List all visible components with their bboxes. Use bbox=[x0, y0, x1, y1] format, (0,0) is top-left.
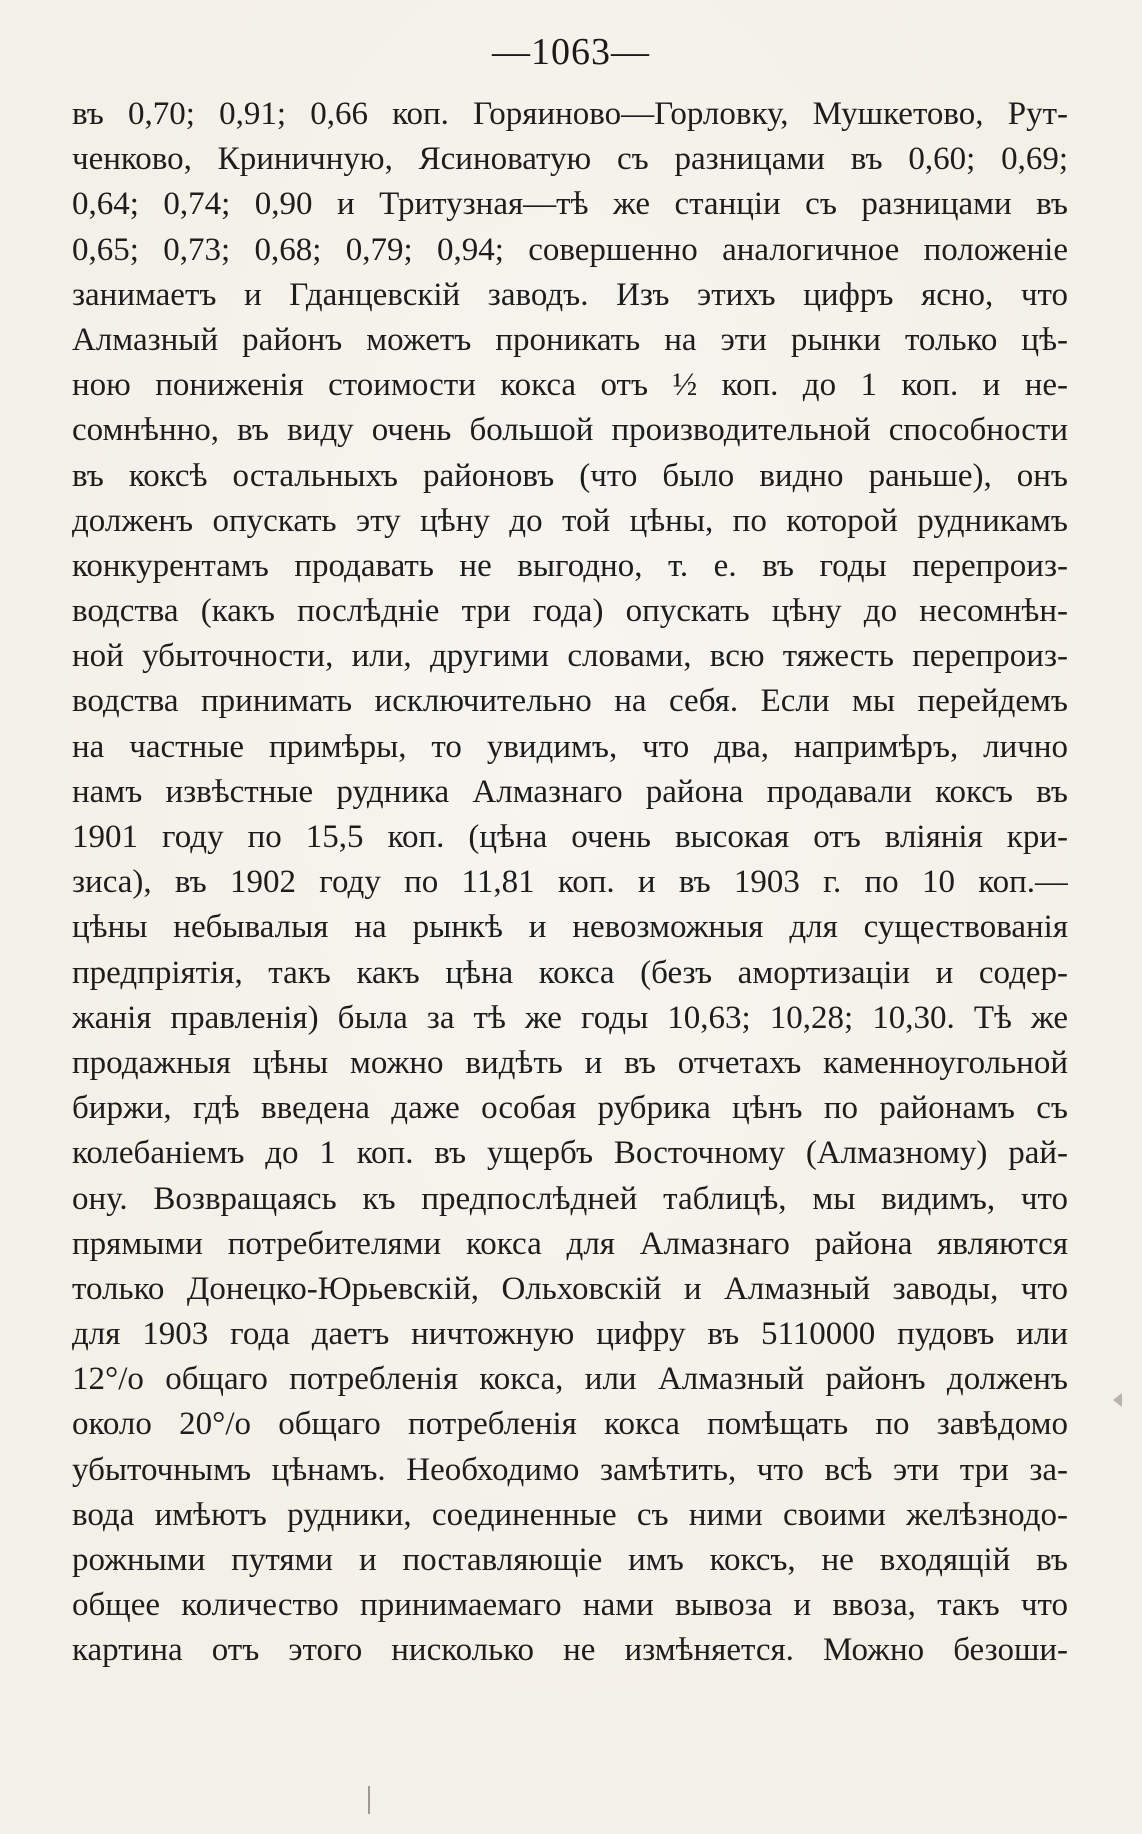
text-line: 0,65; 0,73; 0,68; 0,79; 0,94; совершенно аналогичное положеніе bbox=[72, 231, 1068, 268]
text-line: занимаетъ и Гданцевскій заводъ. Изъ этихъ цифръ ясно, что bbox=[72, 276, 1068, 313]
text-line: 12°/о общаго потребленія кокса, или Алмазный районъ долженъ bbox=[72, 1361, 1068, 1398]
text-line: намъ извѣстные рудника Алмазнаго района продавали коксъ въ bbox=[72, 773, 1068, 810]
text-line: прямыми потребителями кокса для Алмазнаго района являются bbox=[72, 1225, 1068, 1262]
text-line: въ 0,70; 0,91; 0,66 коп. Горяиново—Горловку, Мушкетово, Рут- bbox=[72, 96, 1068, 132]
page-number: —1063— bbox=[492, 31, 650, 73]
text-line: предпріятія, такъ какъ цѣна кокса (безъ амортизаціи и содер- bbox=[72, 954, 1068, 991]
text-line: водства принимать исключительно на себя. Если мы перейдемъ bbox=[72, 683, 1068, 720]
text-line: около 20°/о общаго потребленія кокса помѣщать по завѣдомо bbox=[72, 1406, 1068, 1443]
text-line: 1901 году по 15,5 коп. (цѣна очень высокая отъ вліянія кри- bbox=[72, 819, 1068, 855]
text-line: ченково, Криничную, Ясиноватую съ разницами въ 0,60; 0,69; bbox=[72, 141, 1068, 178]
text-line: вода имѣютъ рудники, соединенные съ ними своими желѣзнодо- bbox=[72, 1496, 1068, 1533]
text-line: только Донецко-Юрьевскій, Ольховскій и Алмазный заводы, что bbox=[72, 1270, 1068, 1307]
text-line: биржи, гдѣ введена даже особая рубрика цѣнъ по районамъ съ bbox=[72, 1090, 1068, 1127]
text-line: долженъ опускать эту цѣну до той цѣны, по которой рудникамъ bbox=[72, 502, 1068, 539]
text-line: сомнѣнно, въ виду очень большой производительной способности bbox=[72, 412, 1068, 449]
text-line: общее количество принимаемаго нами вывоза и ввоза, такъ что bbox=[72, 1587, 1068, 1624]
text-line: конкурентамъ продавать не выгодно, т. е. въ годы перепроиз- bbox=[72, 547, 1068, 584]
margin-mark bbox=[1113, 1393, 1122, 1407]
text-line: ону. Возвращаясь къ предпослѣдней таблицѣ, мы видимъ, что bbox=[72, 1180, 1068, 1217]
text-line: 0,64; 0,74; 0,90 и Тритузная—тѣ же станціи съ разницами въ bbox=[72, 186, 1068, 223]
text-line: колебаніемъ до 1 коп. въ ущербъ Восточному (Алмазному) рай- bbox=[72, 1135, 1068, 1172]
text-line: продажныя цѣны можно видѣть и въ отчетахъ каменноугольной bbox=[72, 1044, 1068, 1081]
text-line: цѣны небывалыя на рынкѣ и невозможныя для существованія bbox=[72, 909, 1068, 946]
text-line: Алмазный районъ можетъ проникать на эти рынки только цѣ- bbox=[72, 321, 1068, 358]
text-line: убыточнымъ цѣнамъ. Необходимо замѣтить, что всѣ эти три за- bbox=[72, 1451, 1068, 1488]
text-line: для 1903 года даетъ ничтожную цифру въ 5110000 пудовъ или bbox=[72, 1316, 1068, 1353]
body-text bbox=[72, 92, 1068, 1674]
text-line: рожными путями и поставляющіе имъ коксъ, не входящій въ bbox=[72, 1542, 1068, 1578]
scan-artifact-tick bbox=[368, 1786, 370, 1814]
text-line: водства (какъ послѣдніе три года) опускать цѣну до несомнѣн- bbox=[72, 593, 1068, 630]
text-line: картина отъ этого нисколько не измѣняется. Можно безоши- bbox=[72, 1632, 1068, 1669]
text-line: зиса), въ 1902 году по 11,81 коп. и въ 1903 г. по 10 коп.— bbox=[72, 864, 1068, 901]
text-line: въ коксѣ остальныхъ районовъ (что было видно раньше), онъ bbox=[72, 457, 1068, 494]
text-line: ною пониженія стоимости кокса отъ ½ коп. до 1 коп. и не- bbox=[72, 367, 1068, 404]
text-line: жанія правленія) была за тѣ же годы 10,63; 10,28; 10,30. Тѣ же bbox=[72, 999, 1068, 1036]
text-line: ной убыточности, или, другими словами, всю тяжесть перепроиз- bbox=[72, 638, 1068, 675]
text-line: на частные примѣры, то увидимъ, что два, напримѣръ, лично bbox=[72, 728, 1068, 765]
